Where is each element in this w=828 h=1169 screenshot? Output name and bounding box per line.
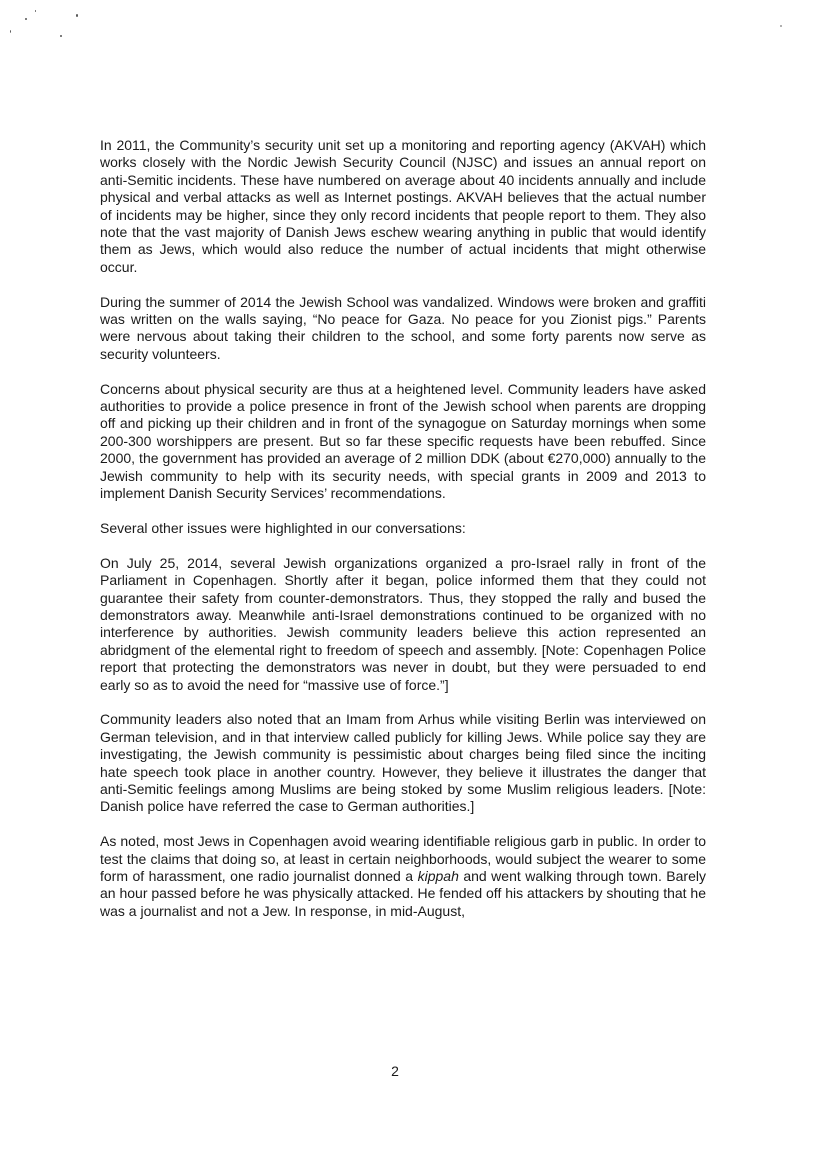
body-text <box>100 137 706 938</box>
scan-speck <box>35 10 36 12</box>
paragraph: Several other issues were highlighted in our conversations: <box>100 519 466 536</box>
paragraph: Concerns about physical security are thus at a heightened level. Community leaders have asked authorities to provide a police presence in front of the Jewish school when parents are dropping off and picking up their children and in front of the synagogue on Saturday mornings when some 200-300 worshippers are present. But so far these specific requests have been rebuffed. Since 2000, the government has provided an average of 2 million DDK (about €270,000) annually to the Jewish community to help with its security needs, with special grants in 2009 and 2013 to implement Danish Security Services’ recommendations. <box>100 380 706 502</box>
italic-term: kippah <box>417 867 459 884</box>
scan-speck <box>780 25 782 27</box>
paragraph-text: As noted, most Jews in Copenhagen avoid wearing identifiable religious garb in public. In order to test the claims that doing so, at least in certain neighborhoods, would subject the wearer to some form of harassment, one radio journalist donned a <box>100 833 706 884</box>
paragraph: In 2011, the Community’s security unit set up a monitoring and reporting agency (AKVAH) which works closely with the Nordic Jewish Security Council (NJSC) and issues an annual report on anti-Semitic incidents. These have numbered on average about 40 incidents annually and include physical and verbal attacks as well as Internet postings. AKVAH believes that the actual number of incidents may be higher, since they only record incidents that people report to them. They also note that the vast majority of Danish Jews eschew wearing anything in public that would identify them as Jews, which would also reduce the number of actual incidents that might otherwise occur. <box>100 137 706 275</box>
page-number: 2 <box>391 1063 399 1079</box>
paragraph-last <box>100 833 706 920</box>
paragraph-text: and went walking through town. Barely an hour passed before he was physically attacked. He fended off his attackers by shouting that he was a journalist and not a Jew. In response, in mid-August, <box>100 867 707 919</box>
paragraph: On July 25, 2014, several Jewish organizations organized a pro-Israel rally in front of the Parliament in Copenhagen. Shortly after it began, police informed them that they could not guarantee their safety from counter-demonstrators. Thus, they stopped the rally and bused the demonstrators away. Meanwhile anti-Israel demonstrations continued to be organized with no interference by authorities. Jewish community leaders believe this action represented an abridgment of the elemental right to freedom of speech and assembly. [Note: Copenhagen Police report that protecting the demonstrators was never in doubt, but they were persuaded to end early so as to avoid the need for “massive use of force.”] <box>100 554 706 693</box>
scan-speck <box>76 14 78 17</box>
scan-speck <box>60 35 62 37</box>
scan-speck <box>25 18 27 20</box>
paragraph: Community leaders also noted that an Imam from Arhus while visiting Berlin was interviewed on German television, and in that interview called publicly for killing Jews. While police say they are investigating, the Jewish community is pessimistic about charges being filed since the inciting hate speech took place in another country. However, they believe it illustrates the danger that anti-Semitic feelings among Muslims are being stoked by some Muslim religious leaders. [Note: Danish police have referred the case to German authorities.] <box>100 711 706 815</box>
paragraph: During the summer of 2014 the Jewish School was vandalized. Windows were broken and graffiti was written on the walls saying, “No peace for Gaza. No peace for you Zionist pigs.” Parents were nervous about taking their children to the school, and some forty parents now serve as security volunteers. <box>100 293 706 362</box>
scan-speck <box>10 30 11 33</box>
